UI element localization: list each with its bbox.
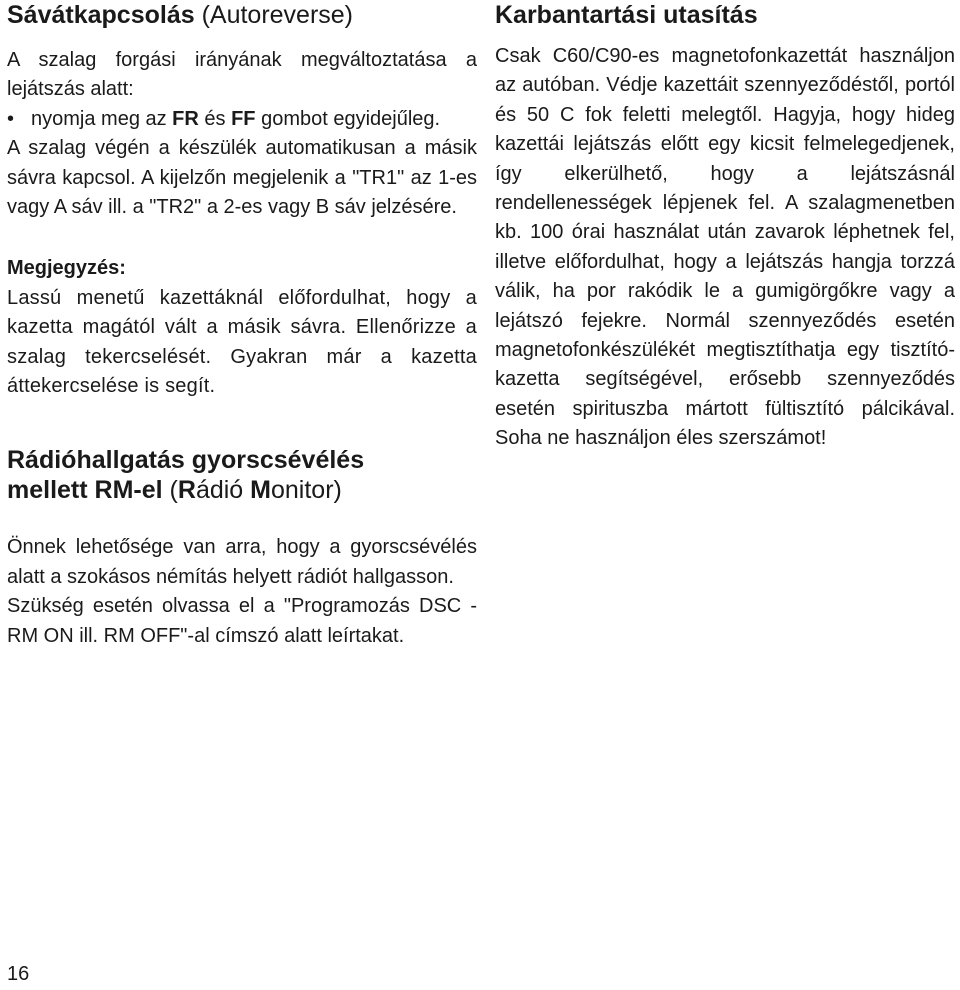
- note-body: Lassú menetű kazettáknál előfordulhat, hogy a kazetta magától vált a másik sávra. Ellenőrizze a szalag tekercselését. Gyakran már a kazetta áttekercselése is segít.: [7, 286, 477, 398]
- autoreverse-heading-rest: (Autoreverse): [194, 1, 354, 29]
- radio-body-1: Önnek lehetősége van arra, hogy a gyorscsévélés alatt a szokásos némítás helyett rádiót hallgasson.: [7, 536, 477, 588]
- bullet-text-mid: és: [198, 107, 232, 130]
- maintenance-heading-text: Karbantartási utasítás: [495, 1, 758, 29]
- radio-heading-paren: (: [162, 476, 178, 505]
- maintenance-heading: [495, 0, 955, 30]
- page-number: 16: [7, 963, 30, 985]
- autoreverse-section: [7, 46, 477, 401]
- radio-heading-line1: Rádióhallgatás gyorscsévélés: [7, 446, 365, 475]
- radio-heading: [7, 445, 477, 505]
- bullet-text-post: gombot egyidejűleg.: [255, 107, 441, 130]
- radio-section: [7, 533, 477, 651]
- autoreverse-heading-bold: Sávátkapcsolás: [7, 1, 195, 29]
- key-ff: FF: [231, 107, 256, 130]
- key-fr: FR: [172, 107, 199, 130]
- radio-heading-line2: [7, 475, 477, 505]
- note-heading: Megjegyzés:: [7, 257, 126, 280]
- bullet-text-pre: nyomja meg az: [31, 107, 173, 130]
- autoreverse-intro: A szalag forgási irányának megváltoztatása a lejátszás alatt:: [7, 49, 477, 101]
- radio-heading-r: R: [177, 476, 196, 505]
- right-column: [495, 0, 955, 454]
- radio-heading-adio: ádió: [195, 476, 251, 505]
- radio-body-2: Szükség esetén olvassa el a "Programozás DSC - RM ON ill. RM OFF"-al címszó alatt leírtakat.: [7, 595, 477, 647]
- left-column: [7, 0, 477, 651]
- radio-heading-rm: mellett RM-el: [7, 476, 163, 505]
- radio-heading-m: M: [250, 476, 271, 505]
- maintenance-section: [495, 42, 955, 454]
- maintenance-body: Csak C60/C90-es magnetofonkazettát használjon az autóban. Védje kazettáit szennyeződéstől, portól és 50 C fok feletti melegtől. Hagyja, hogy hideg kazettái lejátszás előtt egy kicsit felmelegedjenek, így elkerülhető, hogy a lejátszásnál rendellenességek lépjenek fel. A szalagmenetben kb. 100 órai használat után zavarok léphetnek fel, illetve előfordulhat, hogy a lejátszás hangja torzzá válik, ha por rakódik le a gumigörgőkre vagy a lejátszó fejekre. Normál szennyeződés esetén magnetofonkészülékét megtisztíthatja egy tisztító-kazetta segítségével, erősebb szennyeződés esetén spirituszba mártott fültisztító pálcikával. Soha ne használjon éles szerszámot!: [495, 45, 955, 450]
- autoreverse-instructions: [7, 105, 477, 134]
- autoreverse-body: A szalag végén a készülék automatikusan a másik sávra kapcsol. A kijelzőn megjelenik a "TR1" az 1-es vagy A sáv ill. a "TR2" a 2-es vagy B sáv jelzésére.: [7, 137, 477, 219]
- autoreverse-bullet: [7, 105, 477, 134]
- radio-heading-onitor: onitor): [270, 476, 342, 505]
- autoreverse-heading: [7, 0, 477, 30]
